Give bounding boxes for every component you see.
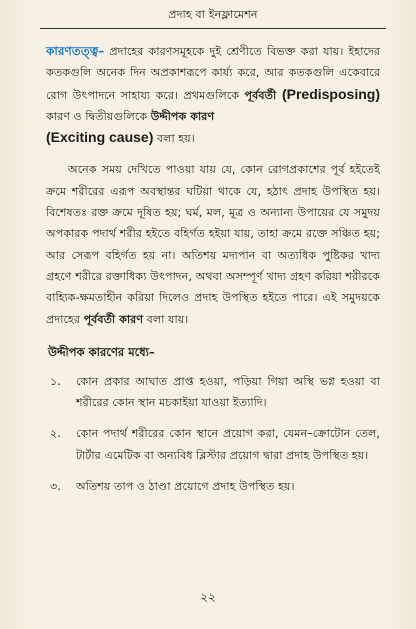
running-head: প্রদাহ বা ইনফ্লামেশন xyxy=(168,8,258,21)
paragraph-predisposing xyxy=(46,159,380,329)
list-item-number: ১. xyxy=(50,374,61,388)
list-item-number: ৩. xyxy=(50,480,61,494)
list-item-number: ২. xyxy=(50,427,61,441)
para2-text-1: অনেক সময় দেখিতে পাওয়া যায় যে, কোন রোগপ্রকাশের পূর্ব হইতেই ক্রমে শরীরের এরূপ অবস্থান্তর ঘটিয়া থাকে যে, হঠাৎ প্রদাহ উপস্থিত হয়। বিশেষতঃ রক্ত ক্রমে দূষিত হয়; ঘর্ম, মল, মূত্র ও অন্যান্য উপায়ের যে সমুদয় অপকারক পদার্থ শরীর হইতে বহির্গত হইয়া যায়, তাহা ক্রমে রক্তে সঞ্চিত হয়; আর সেরূপ বহির্গত হয় না। অতিশয় মদ্যপান বা অত্যধিক পুষ্টিকর খাদ্য গ্রহণে শরীরে রক্তাধিক্য উৎপাদন, অথবা অসম্পূর্ণ খাদ্য গ্রহণ করিয়া শরীরকে বাহ্যিক-ক্ষমতাহীন করিয়া দিলেও প্রদাহ উপস্থিত হইতে পারে। এই সমুদয়কে প্রদাহের xyxy=(46,163,380,326)
term-predisposing-bn: পূর্ববর্তী xyxy=(244,88,277,102)
page-number: ২২ xyxy=(200,590,216,604)
list-item-text: কোন প্রকার আঘাত প্রাপ্ত হওয়া, পড়িয়া গিয়া অস্থি ভগ্ন হওয়া বা শরীরের কোন স্থান মচকাইয়া যাওয়া ইত্যাদি। xyxy=(76,374,380,410)
exciting-causes-list xyxy=(46,371,380,497)
para1-text-2: কারণ ও দ্বিতীয়গুলিকে xyxy=(46,109,151,123)
list-item xyxy=(46,423,380,466)
term-exciting-en: (Exciting cause) xyxy=(46,129,154,146)
para1-text-3: বলা হয়। xyxy=(153,132,195,146)
term-exciting-bn: উদ্দীপক কারণ xyxy=(150,109,215,123)
list-item-text: অতিশয় তাপ ও ঠাণ্ডা প্রয়োগে প্রদাহ উপস্থিত হয়। xyxy=(76,480,295,494)
paragraph-causes xyxy=(46,41,380,149)
list-item xyxy=(46,476,380,497)
para1-text-1: প্রদাহের কারণসমূহকে দুই শ্রেণীতে বিভক্ত করা যায়। ইহাদের কতকগুলি অনেক দিন অপ্রকাশরূপে কার্য্য করে, আর কতকগুলি একেবারে রোগ উৎপাদনে সাহায্য করে। প্রথমগুলিকে xyxy=(46,45,380,102)
list-item xyxy=(46,371,380,414)
header-rule xyxy=(40,28,386,29)
term-predisposing-cause: পূর্ববর্তী কারণ xyxy=(83,312,144,326)
term-predisposing-en: (Predisposing) xyxy=(276,85,380,102)
subheading-exciting-causes: উদ্দীপক কারণের মধ্যে– xyxy=(48,344,155,359)
para2-text-2: বলা যায়। xyxy=(143,312,189,326)
term-etiology: কারণতত্ত্ব– xyxy=(46,44,105,58)
list-item-text: কোন পদার্থ শরীরের কোন স্থানে প্রয়োগ করা, যেমন–ক্রোটোন তেল, টার্টার এমেটিক বা অন্যবিধ ব্লিস্টার প্রয়োগ দ্বারা প্রদাহ উপস্থিত হয়। xyxy=(76,427,380,462)
